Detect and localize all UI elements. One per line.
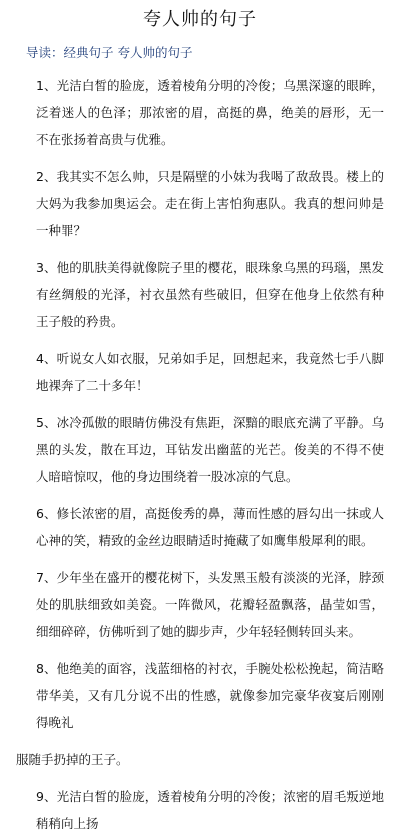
paragraph-1: 1、光洁白皙的脸庞，透着棱角分明的冷俊；乌黑深邃的眼眸，泛着迷人的色泽；那浓密的眉，高挺的鼻，绝美的唇形，无一不在张扬着高贵与优雅。 [36,78,384,147]
paragraph-3: 3、他的肌肤美得就像院子里的樱花，眼珠象乌黑的玛瑙，黑发有丝绸般的光泽，衬衣虽然有些破旧，但穿在他身上依然有种王子般的矜贵。 [36,260,384,329]
paragraph-9: 9、光洁白皙的脸庞，透着棱角分明的冷俊；浓密的眉毛叛逆地稍稍向上扬 [36,789,384,831]
paragraph-5: 5、冰冷孤傲的眼睛仿佛没有焦距，深黯的眼底充满了平静。乌黑的头发，散在耳边，耳钻发出幽蓝的光芒。俊美的不得不使人暗暗惊叹，他的身边围绕着一股冰凉的气息。 [36,415,384,484]
paragraph-4: 4、听说女人如衣服，兄弟如手足，回想起来，我竟然七手八脚地裸奔了二十多年！ [36,351,384,393]
paragraph-8-continued: 服随手扔掉的王子。 [16,752,129,767]
paragraph-6: 6、修长浓密的眉，高挺俊秀的鼻，薄而性感的唇勾出一抹或人心神的笑，精致的金丝边眼睛适时掩藏了如鹰隼般犀利的眼。 [36,506,384,548]
paragraph-2: 2、我其实不怎么帅，只是隔壁的小妹为我喝了敌敌畏。楼上的大妈为我参加奥运会。走在街上害怕狗惠队。我真的想问帅是一种罪？ [36,169,384,238]
paragraph-8: 8、他绝美的面容，浅蓝细格的衬衣，手腕处松松挽起，简洁略带华美，又有几分说不出的性感，就像参加完豪华夜宴后刚刚得晚礼 [36,661,384,730]
page-title: 夸人帅的句子 [143,9,257,30]
document-page [0,8,400,831]
guide-line: 导读：经典句子 夸人帅的句子 [26,45,193,60]
paragraph-7: 7、少年坐在盛开的樱花树下，头发黑玉般有淡淡的光泽，脖颈处的肌肤细致如美瓷。一阵微风，花瓣轻盈飘落，晶莹如雪，细细碎碎，仿佛听到了她的脚步声，少年轻轻侧转回头来。 [36,570,384,639]
